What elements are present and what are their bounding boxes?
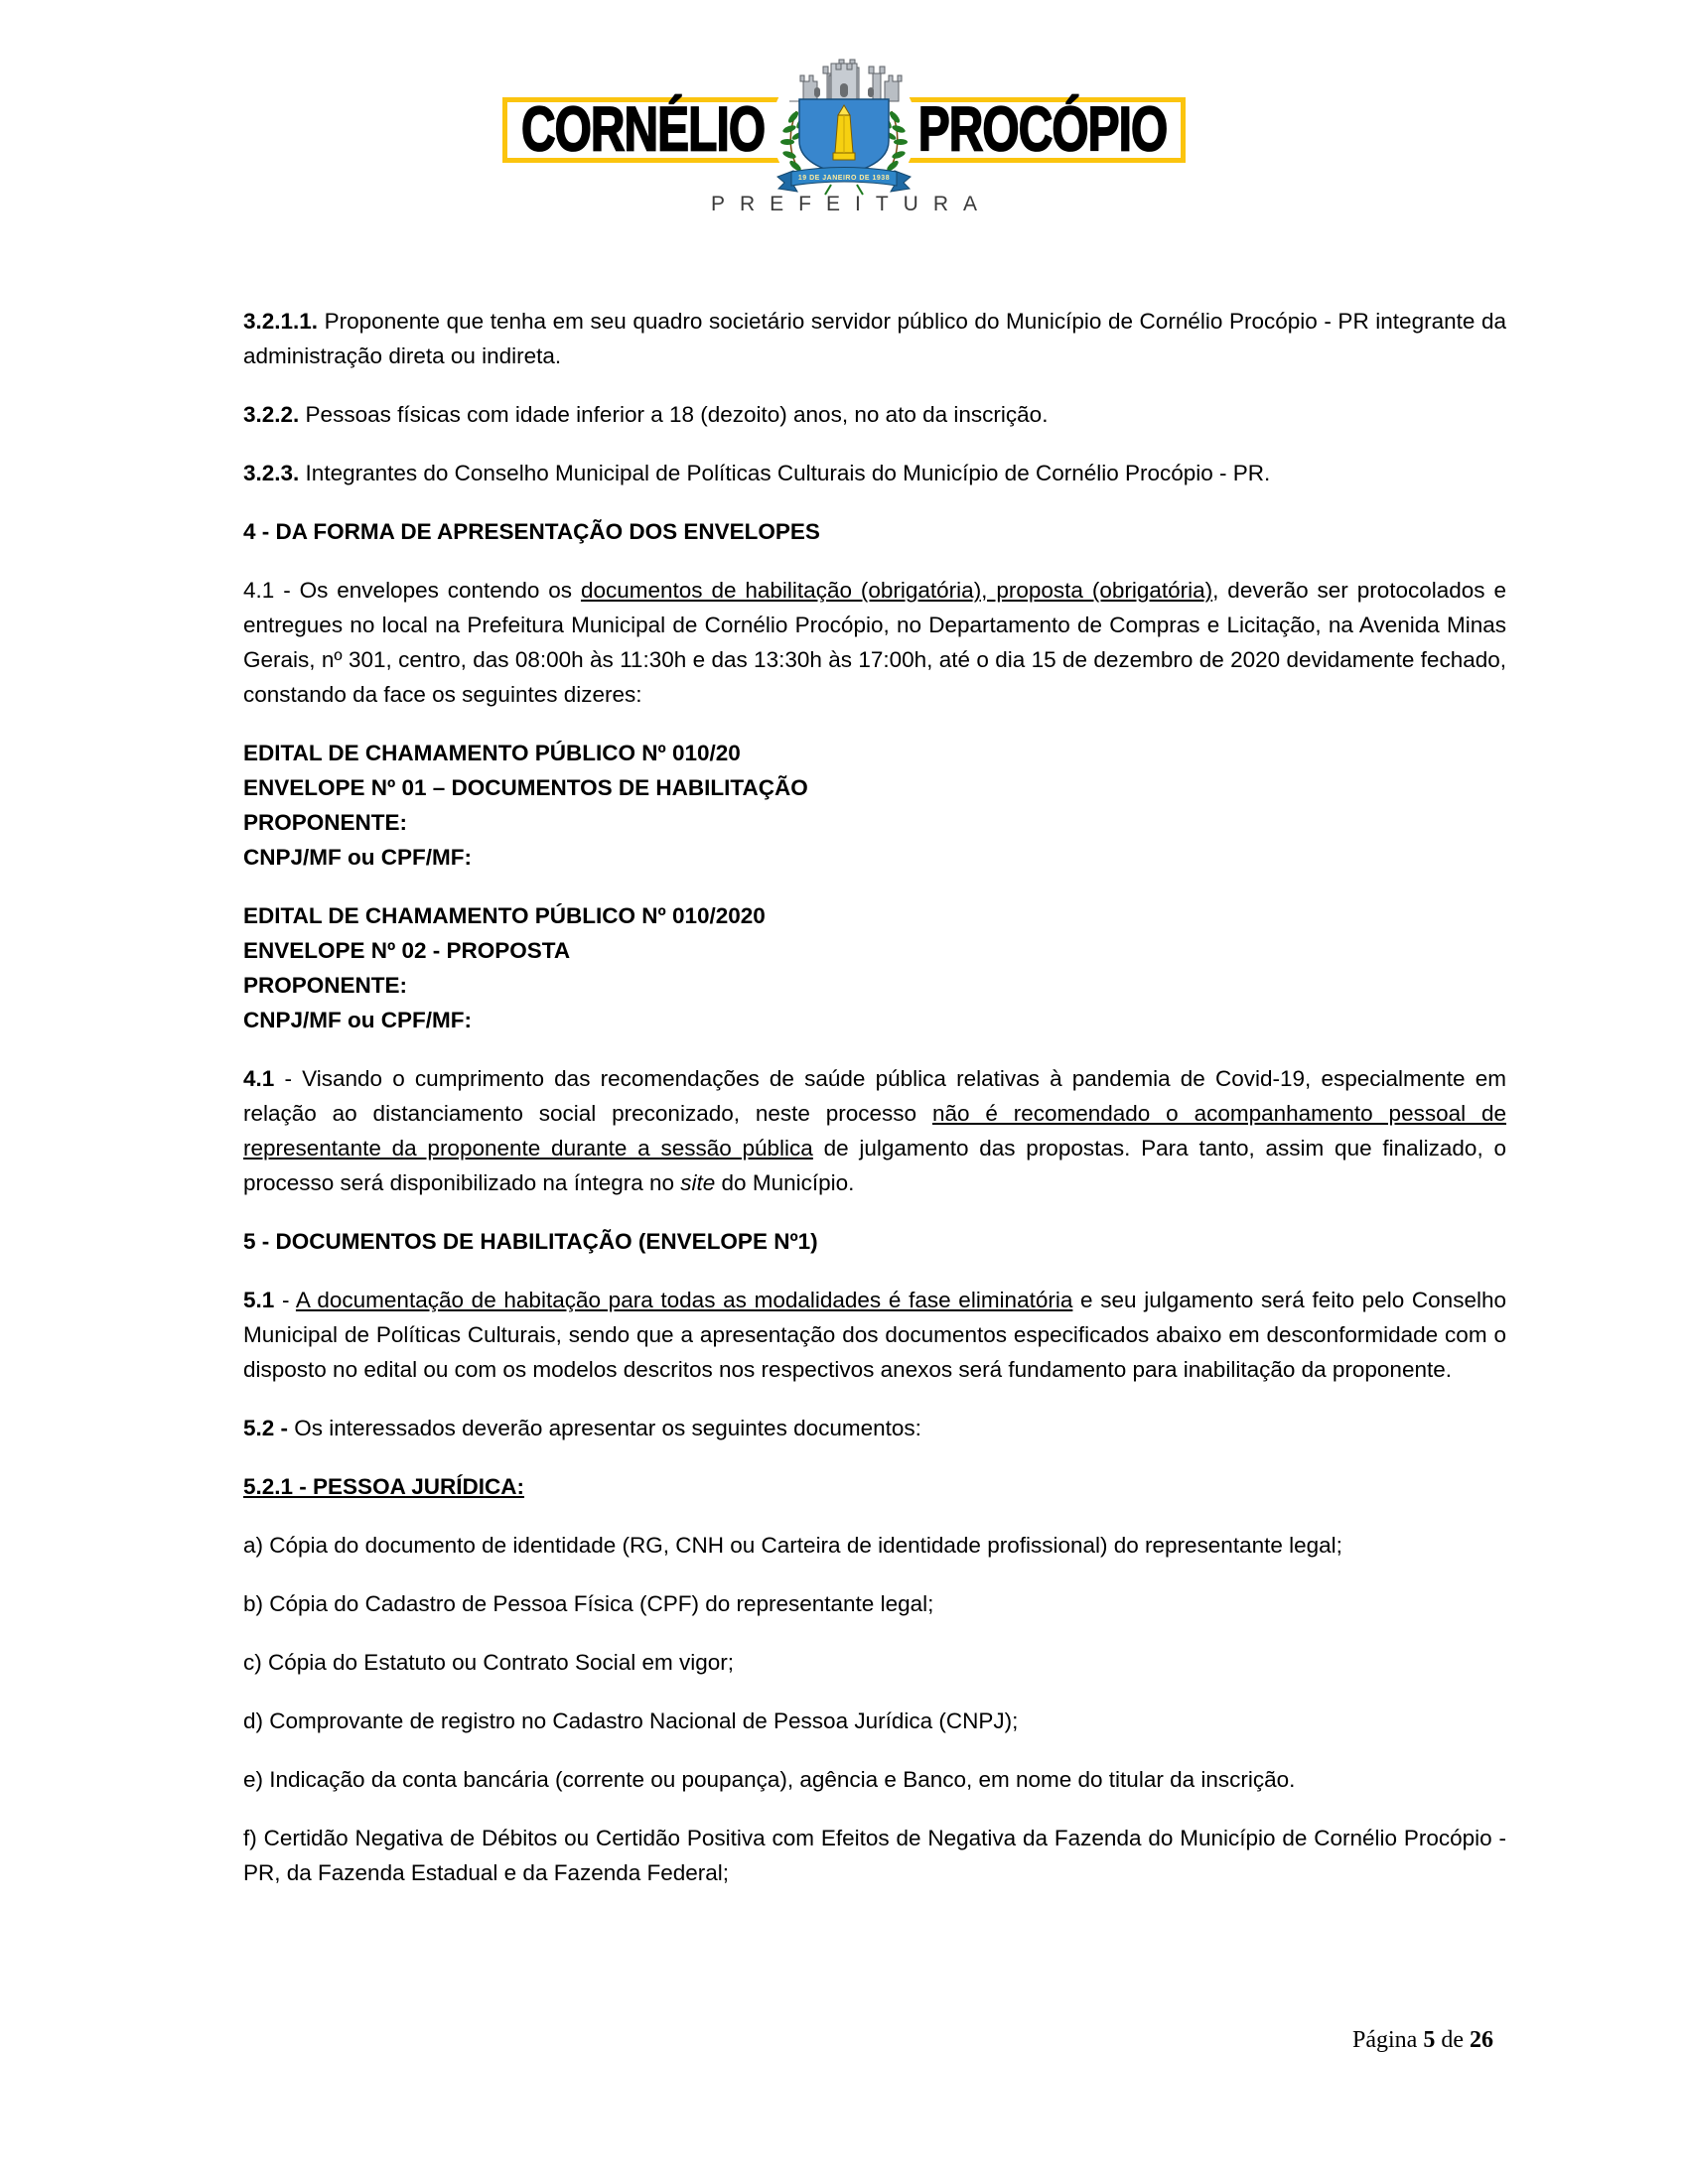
list-item-b: b) Cópia do Cadastro de Pessoa Física (CPF) do representante legal; bbox=[243, 1591, 934, 1616]
footer-text: Página bbox=[1352, 2027, 1424, 2053]
clause-text: Integrantes do Conselho Municipal de Políticas Culturais do Município de Cornélio Procópio - PR. bbox=[299, 461, 1271, 485]
clause-number: 3.2.3. bbox=[243, 461, 300, 485]
envelope-line: CNPJ/MF ou CPF/MF: bbox=[243, 845, 472, 870]
envelope-line: PROPONENTE: bbox=[243, 810, 408, 835]
envelope-1-label-block bbox=[243, 736, 1506, 875]
paragraph-3-2-3 bbox=[243, 456, 1506, 490]
paragraph-4-1-covid bbox=[243, 1061, 1506, 1200]
clause-number: 3.2.2. bbox=[243, 402, 300, 427]
envelope-line: EDITAL DE CHAMAMENTO PÚBLICO Nº 010/20 bbox=[243, 741, 741, 765]
document-body bbox=[243, 304, 1506, 1890]
envelope-line: CNPJ/MF ou CPF/MF: bbox=[243, 1008, 472, 1032]
clause-text: Os interessados deverão apresentar os seguintes documentos: bbox=[288, 1416, 921, 1440]
section-heading-4: 4 - DA FORMA DE APRESENTAÇÃO DOS ENVELOPES bbox=[243, 519, 820, 544]
clause-text: 4.1 - Os envelopes contendo os bbox=[243, 578, 581, 603]
clause-text: e seu julgamento será feito pelo Conselho Municipal de Políticas Culturais, sendo que a apresentação dos documentos especificados abaixo em desconformidade com o disposto no edital ou com os modelos descritos nos respectivos anexos será fundamento para inabilitação da proponente. bbox=[243, 1288, 1506, 1382]
page-number-footer bbox=[1352, 2027, 1493, 2054]
clause-text: Proponente que tenha em seu quadro societário servidor público do Município de Cornélio Procópio - PR integrante da administração direta ou indireta. bbox=[243, 309, 1506, 368]
paragraph-4-1-envelopes bbox=[243, 573, 1506, 712]
underlined-text: não é recomendado o acompanhamento pessoal de representante da proponente durante a sessão pública bbox=[243, 1101, 1506, 1160]
subsection-heading-5-2-1: 5.2.1 - PESSOA JURÍDICA: bbox=[243, 1474, 524, 1499]
paragraph-3-2-2 bbox=[243, 397, 1506, 432]
italic-text: site bbox=[680, 1170, 716, 1195]
list-item-c: c) Cópia do Estatuto ou Contrato Social em vigor; bbox=[243, 1650, 735, 1675]
list-item-f: f) Certidão Negativa de Débitos ou Certidão Positiva com Efeitos de Negativa da Fazenda do Município de Cornélio Procópio - PR, da Fazenda Estadual e da Fazenda Federal; bbox=[243, 1826, 1506, 1885]
paragraph-5-2 bbox=[243, 1411, 1506, 1445]
clause-text: Pessoas físicas com idade inferior a 18 (dezoito) anos, no ato da inscrição. bbox=[299, 402, 1049, 427]
list-item-d: d) Comprovante de registro no Cadastro Nacional de Pessoa Jurídica (CNPJ); bbox=[243, 1708, 1019, 1733]
envelope-line: EDITAL DE CHAMAMENTO PÚBLICO Nº 010/2020 bbox=[243, 903, 766, 928]
city-crest-icon bbox=[770, 54, 918, 201]
clause-text: - bbox=[274, 1288, 296, 1312]
clause-number: 3.2.1.1. bbox=[243, 309, 319, 334]
crest-ribbon-text: 19 DE JANEIRO DE 1938 bbox=[797, 175, 891, 182]
clause-number: 5.2 - bbox=[243, 1416, 289, 1440]
logo-word-cornelio: CORNÉLIO bbox=[521, 94, 766, 166]
paragraph-3-2-1-1 bbox=[243, 304, 1506, 373]
envelope-line: ENVELOPE Nº 02 - PROPOSTA bbox=[243, 938, 571, 963]
clause-text: do Município. bbox=[715, 1170, 855, 1195]
list-item-a: a) Cópia do documento de identidade (RG, CNH ou Carteira de identidade profissional) do representante legal; bbox=[243, 1533, 1342, 1558]
clause-text: , deverão ser protocolados e entregues no local na Prefeitura Municipal de Cornélio Procópio, no Departamento de Compras e Licitação, na Avenida Minas Gerais, nº 301, centro, das 08:00h às 11:30h e das 13:30h às 17:00h, até o dia 15 de dezembro de 2020 devidamente fechado, constando da face os seguintes dizeres: bbox=[243, 578, 1506, 707]
footer-page-number: 5 bbox=[1423, 2027, 1436, 2053]
underlined-text: documentos de habilitação (obrigatória), proposta (obrigatória) bbox=[580, 578, 1213, 603]
envelope-line: ENVELOPE Nº 01 – DOCUMENTOS DE HABILITAÇÃO bbox=[243, 775, 808, 800]
underlined-text: A documentação de habitação para todas as modalidades é fase eliminatória bbox=[295, 1288, 1073, 1312]
footer-page-total: 26 bbox=[1470, 2027, 1493, 2053]
prefeitura-label: PREFEITURA bbox=[710, 193, 992, 215]
envelope-2-label-block bbox=[243, 898, 1506, 1037]
paragraph-5-1 bbox=[243, 1283, 1506, 1387]
clause-text: de julgamento das propostas. Para tanto, assim que finalizado, o processo será disponibilizado na íntegra no bbox=[243, 1136, 1506, 1195]
city-hall-logo bbox=[496, 52, 1192, 218]
footer-text: de bbox=[1435, 2027, 1470, 2053]
envelope-line: PROPONENTE: bbox=[243, 973, 408, 998]
clause-number: 4.1 bbox=[243, 1066, 275, 1091]
list-item-e: e) Indicação da conta bancária (corrente ou poupança), agência e Banco, em nome do titular da inscrição. bbox=[243, 1767, 1296, 1792]
logo-word-procopio: PROCÓPIO bbox=[917, 94, 1167, 166]
section-heading-5: 5 - DOCUMENTOS DE HABILITAÇÃO (ENVELOPE Nº1) bbox=[243, 1229, 818, 1254]
clause-text: - Visando o cumprimento das recomendações de saúde pública relativas à pandemia de Covid-19, especialmente em relação ao distanciamento social preconizado, neste processo bbox=[243, 1066, 1506, 1126]
clause-number: 5.1 bbox=[243, 1288, 275, 1312]
